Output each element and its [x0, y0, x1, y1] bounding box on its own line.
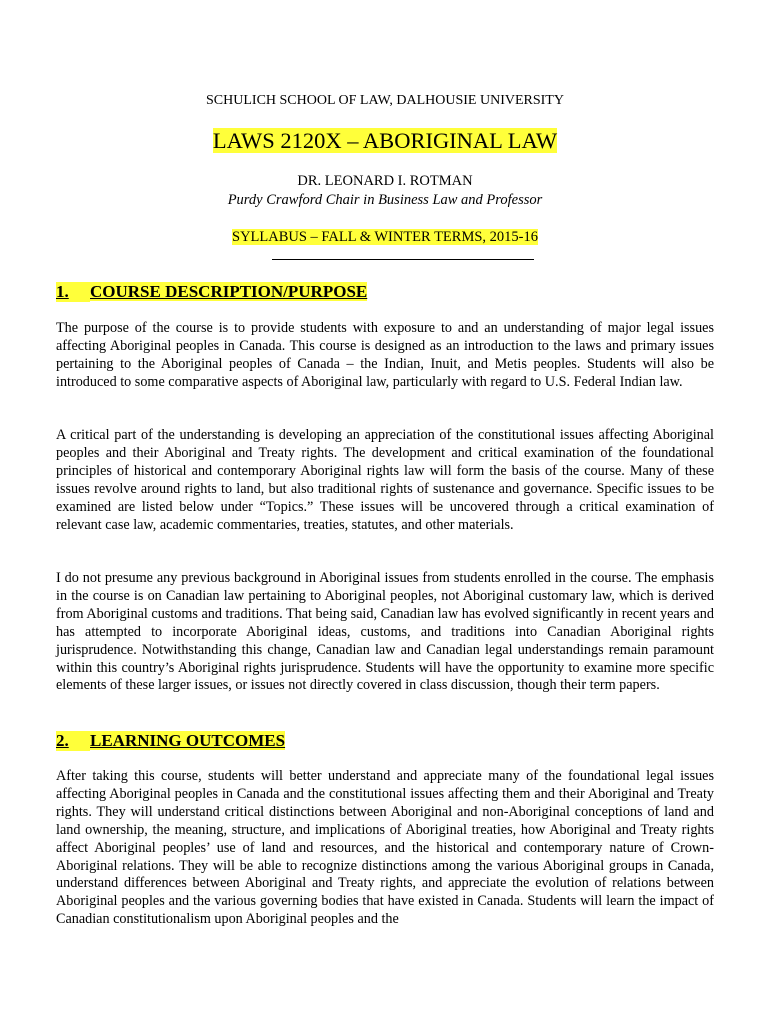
section-heading-learning-outcomes — [56, 731, 285, 751]
author-name: DR. LEONARD I. ROTMAN — [297, 173, 473, 189]
syllabus-line — [0, 229, 770, 246]
school-name: SCHULICH SCHOOL OF LAW, DALHOUSIE UNIVERSITY — [206, 93, 564, 108]
section-heading-course-description — [56, 282, 367, 302]
paragraph: I do not presume any previous background in Aboriginal issues from students enrolled in the course. The emphasis in the course is on Canadian law pertaining to Aboriginal peoples, not Aboriginal customary law, which is derived from Aboriginal customs and traditions. That being said, Canadian law has evolved significantly in recent years and has attempted to incorporate Aboriginal ideas, customs, and traditions into Canadian Aboriginal rights jurisprudence. Notwithstanding this change, Canadian law and Canadian legal understandings remain paramount within this country’s Aboriginal rights jurisprudence. Students will have the opportunity to examine more specific elements of these larger issues, or issues not directly covered in class discussion, though their term papers. — [56, 570, 714, 694]
course-title: LAWS 2120X – ABORIGINAL LAW — [212, 128, 558, 153]
paragraph: After taking this course, students will better understand and appreciate many of the foundational legal issues affecting Aboriginal peoples in Canada and the constitutional issues affecting them and their Aboriginal and Treaty rights. They will understand critical distinctions between Aboriginal and non-Aboriginal conceptions of land and land ownership, the meaning, structure, and implications of Aboriginal treaties, how Aboriginal and Treaty rights affect Aboriginal peoples’ use of land and resources, and the historical and contemporary nature of Crown-Aboriginal relations. They will be able to recognize distinctions among the various Aboriginal groups in Canada, understand differences between Aboriginal and Treaty rights, and appreciate the evolution of relations between Aboriginal peoples and the various governing bodies that have existed in Canada. Students will learn the impact of Canadian constitutionalism upon Aboriginal peoples and the — [56, 768, 714, 928]
section-title: LEARNING OUTCOMES — [90, 731, 286, 750]
syllabus-term: SYLLABUS – FALL & WINTER TERMS, 2015-16 — [232, 229, 538, 245]
section-number: 1. — [56, 282, 90, 302]
paragraph: The purpose of the course is to provide students with exposure to and an understanding of major legal issues affecting Aboriginal peoples in Canada. This course is designed as an introduction to the laws and primary issues pertaining to the Aboriginal peoples of Canada – the Indian, Inuit, and Metis peoples. Students will also be introduced to some comparative aspects of Aboriginal law, particularly with regard to U.S. Federal Indian law. — [56, 320, 714, 390]
section-title: COURSE DESCRIPTION/PURPOSE — [90, 282, 368, 301]
paragraph: A critical part of the understanding is developing an appreciation of the constitutional issues affecting Aboriginal peoples and their Aboriginal and Treaty rights. The development and critical examination of the foundational principles of historical and contemporary Aboriginal rights law will form the basis of the course. Many of these issues revolve around rights to land, but also traditional rights of sustenance and governance. Specific issues to be examined are listed below under “Topics.” These issues will be uncovered through a critical examination of relevant case law, academic commentaries, treaties, statutes, and other materials. — [56, 427, 714, 533]
course-title-line — [0, 128, 770, 154]
divider-rule — [272, 259, 534, 260]
section-number: 2. — [56, 731, 90, 751]
author-title: Purdy Crawford Chair in Business Law and Professor — [227, 192, 543, 208]
